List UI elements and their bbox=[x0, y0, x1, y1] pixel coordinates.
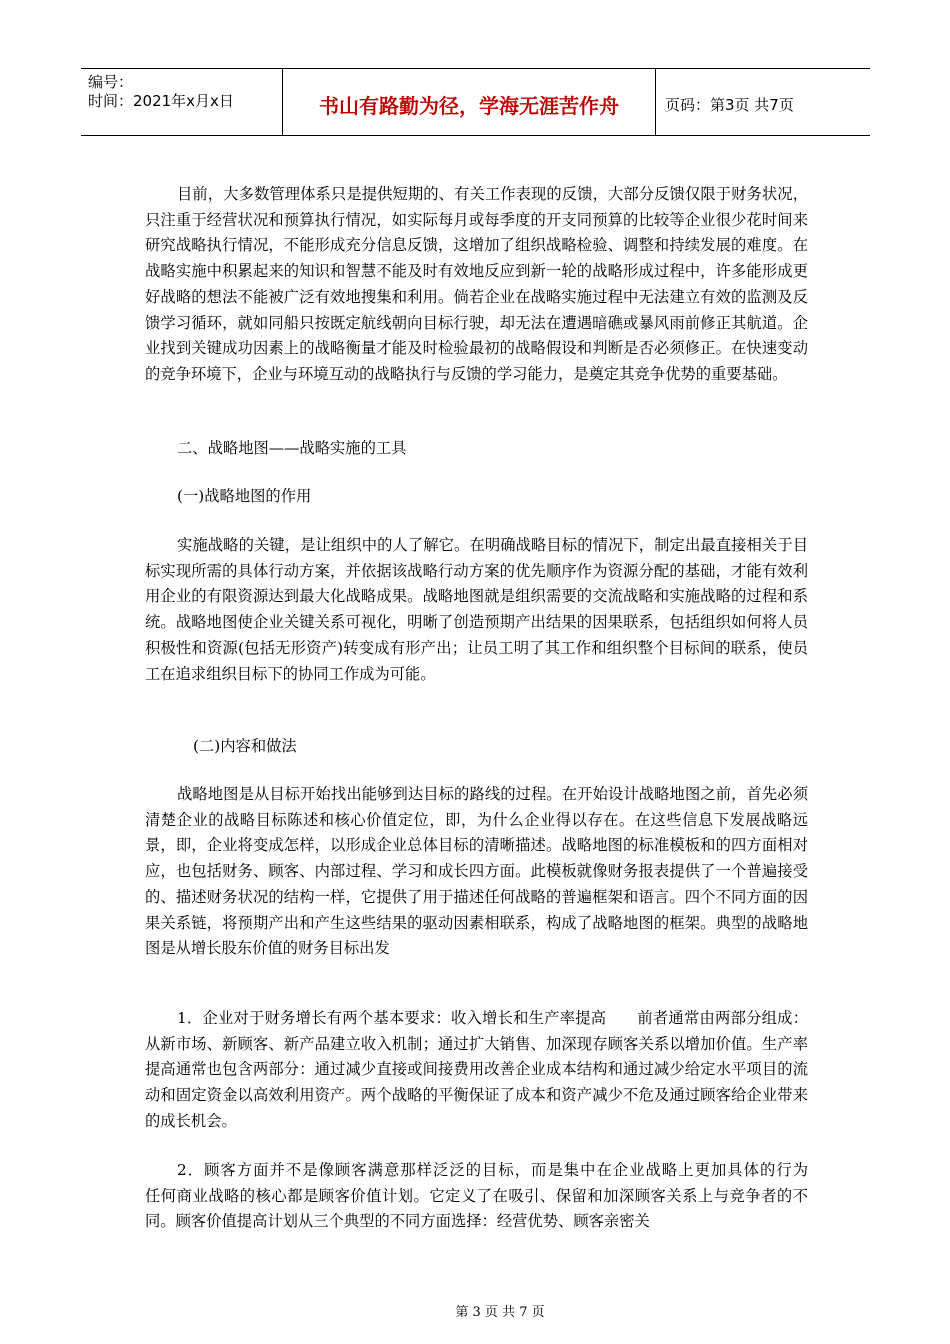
paragraph-feedback: 目前，大多数管理体系只是提供短期的、有关工作表现的反馈，大部分反馈仅限于财务状况，只注重于经营状况和预算执行情况，如实际每月或每季度的开支同预算的比较等企业很少花时间来研究战略执行情况，不能形成充分信息反馈，这增加了组织战略检验、调整和持续发展的难度。在战略实施中积累起来的知识和智慧不能及时有效地反应到新一轮的战略形成过程中，许多能形成更好战略的想法不能被广泛有效地搜集和利用。倘若企业在战略实施过程中无法建立有效的监测及反馈学习循环，就如同船只按既定航线朝向目标行驶，却无法在遭遇暗礁或暴风雨前修正其航道。企业找到关键成功因素上的战略衡量才能及时检验最初的战略假设和判断是否必须修正。在快速变动的竞争环境下，企业与环境互动的战略执行与反馈的学习能力，是奠定其竞争优势的重要基础。 bbox=[145, 185, 808, 383]
page-footer: 第 3 页 共 7 页 bbox=[455, 1305, 545, 1320]
paragraph-customer: 2．顾客方面并不是像顾客满意那样泛泛的目标，而是集中在企业战略上更加具体的行为 任何商业战略的核心都是顾客价值计划。它定义了在吸引、保留和加深顾客关系上与竞争者的不同。顾客价值提高计划从三个典型的不同方面选择：经营优势、顾客亲密关 bbox=[145, 1161, 839, 1231]
paragraph-role: 实施战略的关键，是让组织中的人了解它。在明确战略目标的情况下，制定出最直接相关于目标实现所需的具体行动方案，并依据该战略行动方案的优先顺序作为资源分配的基础，才能有效利用企业的有限资源达到最大化战略成果。战略地图就是组织需要的交流战略和实施战略的过程和系统。战略地图使企业关键关系可视化，明晰了创造预期产出结果的因果联系，包括组织如何将人员积极性和资源(包括无形资产)转变成有形产出；让员工明了其工作和组织整个目标间的联系，使员工在追求组织目标下的协同工作成为可能。 bbox=[145, 536, 808, 683]
subsection-heading-role: (一)战略地图的作用 bbox=[177, 487, 312, 505]
subsection-heading-content: (二)内容和做法 bbox=[193, 737, 297, 755]
header-motto: 书山有路勤为径，学海无涯苦作舟 bbox=[283, 69, 656, 135]
header-page-info: 页码：第3页 共7页 bbox=[665, 95, 794, 114]
paragraph-content: 战略地图是从目标开始找出能够到达目标的路线的过程。在开始设计战略地图之前，首先必须清楚企业的战略目标陈述和核心价值定位，即，为什么企业得以存在。在这些信息下发展战略远景，即，企业将变成怎样，以形成企业总体目标的清晰描述。战略地图的标准模板和的四方面相对应，也包括财务、顾客、内部过程、学习和成长四方面。此模板就像财务报表提供了一个普遍接受的、描述财务状况的结构一样，它提供了用于描述任何战略的普遍框架和语言。四个不同方面的因果关系链，将预期产出和产生这些结果的驱动因素相联系，构成了战略地图的框架。典型的战略地图是从增长股东价值的财务目标出发 bbox=[145, 785, 808, 958]
document-number-label: 编号： bbox=[88, 73, 134, 91]
header-meta bbox=[81, 69, 283, 135]
paragraph-financial: 1．企业对于财务增长有两个基本要求：收入增长和生产率提高 前者通常由两部分组成：从新市场、新顾客、新产品建立收入机制；通过扩大销售、加深现存顾客关系以增加价值。生产率提高通常也包含两部分：通过减少直接或间接费用改善企业成本结构和通过减少给定水平项目的流动和固定资金以高效利用资产。两个战略的平衡保证了成本和资产减少不危及通过顾客给企业带来的成长机会。 bbox=[145, 1009, 808, 1130]
document-date-label: 时间：2021年x月x日 bbox=[88, 92, 234, 110]
page-header bbox=[81, 68, 870, 136]
section-heading-strategy-map: 二、战略地图——战略实施的工具 bbox=[177, 439, 407, 457]
